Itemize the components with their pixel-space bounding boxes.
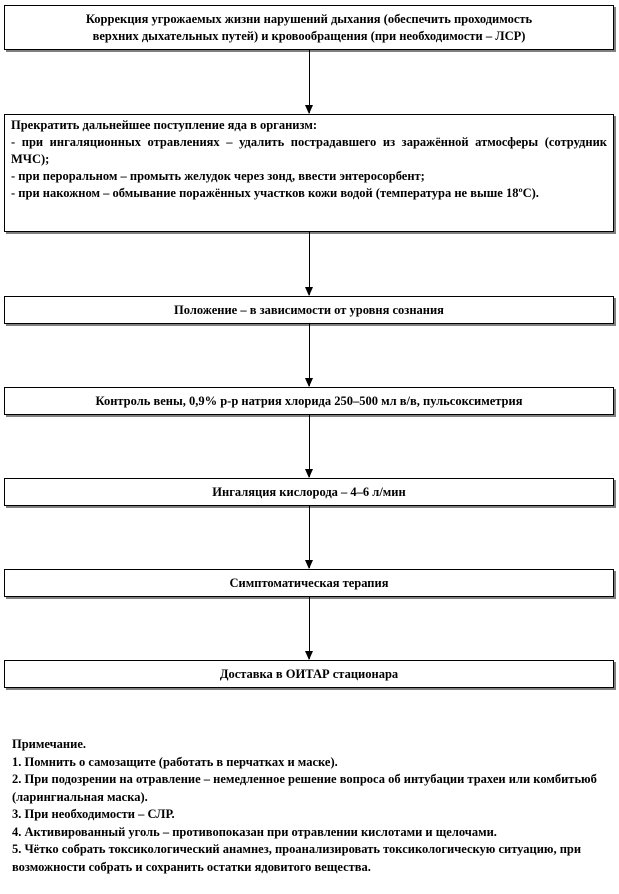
arrow-6 [309, 597, 310, 659]
note-item-4: 4. Активированный уголь – противопоказан при отравлении кислотами и щелочами. [12, 824, 497, 839]
step-stop-poison [4, 114, 614, 232]
step-airway-circulation [4, 5, 614, 50]
step-symptomatic [4, 569, 614, 597]
arrow-4 [309, 415, 310, 477]
step-2-line-1: Прекратить дальнейшее поступление яда в организм: [11, 118, 318, 132]
step-oxygen [4, 478, 614, 506]
step-6-line-1: Симптоматическая терапия [229, 575, 389, 590]
note-item-5: 5. Чётко собрать токсикологический анамнез, проанализировать токсикологическую ситуацию, при возможности собрать и сохранить остатки ядовитого вещества. [12, 842, 582, 874]
arrow-5 [309, 506, 310, 568]
step-3-line-1: Положение – в зависимости от уровня сознания [174, 302, 444, 317]
note-item-2: 2. При подозрении на отравление – немедленное решение вопроса об интубации трахеи или комбитьюб (ларингиальная маска). [12, 772, 597, 804]
step-vein-control [4, 387, 614, 415]
notes-block [12, 736, 602, 876]
step-2-line-4: - при накожном – обмывание поражённых участков кожи водой (температура не выше 18ºС). [11, 186, 539, 200]
arrow-3 [309, 324, 310, 386]
arrow-2 [309, 232, 310, 295]
step-delivery [4, 660, 614, 688]
arrow-1 [309, 50, 310, 113]
step-7-line-1: Доставка в ОИТАР стационара [219, 666, 399, 681]
note-item-3: 3. При необходимости – СЛР. [12, 807, 175, 821]
step-4-line-1: Контроль вены, 0,9% р-р натрия хлорида 250–500 мл в/в, пульсоксиметрия [95, 393, 523, 408]
step-5-line-1: Ингаляция кислорода – 4–6 л/мин [212, 484, 406, 499]
step-2-line-2: - при ингаляционных отравлениях – удалить пострадавшего из заражённой атмосферы (сотрудник МЧС); [11, 135, 607, 166]
notes-title: Примечание. [12, 737, 87, 751]
note-item-1: 1. Помнить о самозащите (работать в перчатках и маске). [12, 754, 338, 769]
step-position [4, 296, 614, 324]
step-2-line-3: - при пероральном – промыть желудок через зонд, ввести энтеросорбент; [11, 169, 425, 183]
step-1-line-1: Коррекция угрожаемых жизни нарушений дыхания (обеспечить проходимость [85, 11, 533, 26]
step-1-line-2: верхних дыхательных путей) и кровообращения (при необходимости – ЛСР) [92, 28, 526, 43]
